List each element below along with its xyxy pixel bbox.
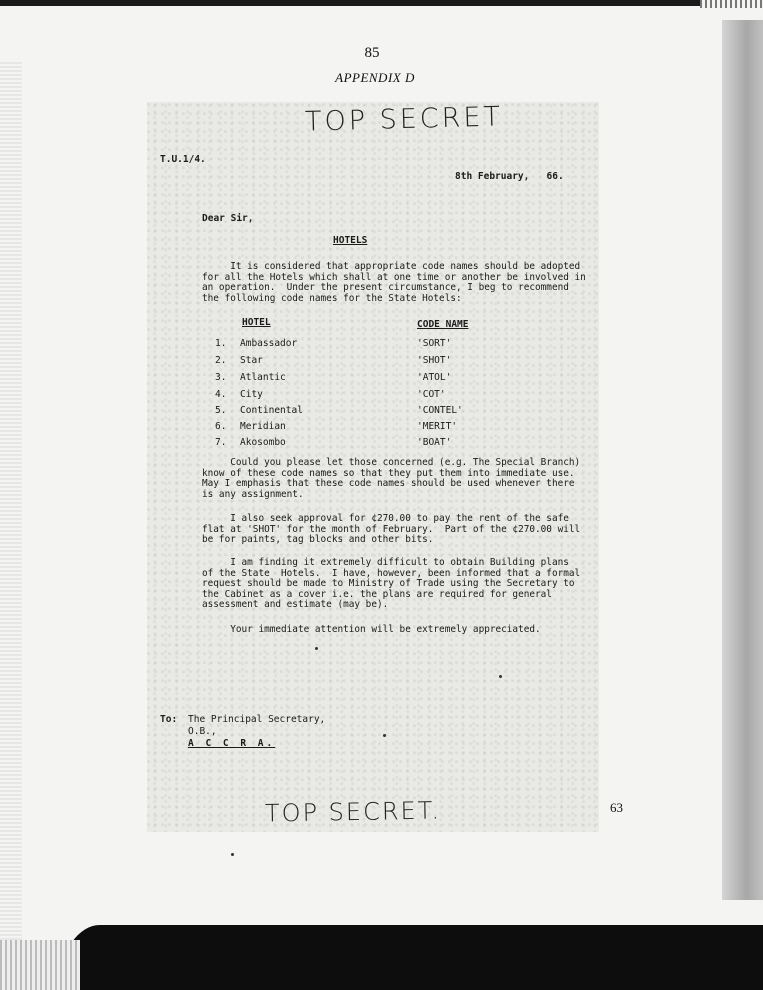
subject-heading: HOTELS <box>333 235 368 246</box>
hotel-name: City <box>240 389 263 400</box>
row-number: 3. <box>215 372 227 383</box>
letter-date: 8th February, 66. <box>455 171 564 182</box>
paragraph-closing <box>202 625 592 636</box>
paragraph-line: of the State Hotels. I have, however, been informed that a formal <box>202 567 581 579</box>
paragraph-line: an operation. Under the present circumstance, I beg to recommend <box>202 282 569 293</box>
paragraph-line: is any assignment. <box>202 488 304 500</box>
paragraph-notify <box>202 458 592 500</box>
paragraph-line: May I emphasis that these code names should be used whenever there <box>202 478 575 489</box>
row-number: 6. <box>215 421 227 432</box>
paragraph-line: I also seek approval for ¢270.00 to pay the rent of the safe <box>202 513 569 524</box>
addressee-to-label: To: <box>160 714 178 725</box>
paragraph-line: request should be made to Ministry of Trade using the Secretary to <box>202 578 575 589</box>
hotel-name: Meridian <box>240 421 286 432</box>
hotel-name: Akosombo <box>240 437 286 448</box>
hotel-name: Atlantic <box>240 372 286 383</box>
scan-edge-bottom <box>60 925 763 990</box>
top-secret-stamp-top: TOP SECRET <box>304 101 504 138</box>
salutation: Dear Sir, <box>202 213 254 224</box>
paragraph-line: I am finding it extremely difficult to obtain Building plans <box>202 557 569 568</box>
paragraph-rent-approval <box>202 514 592 546</box>
table-row <box>215 421 545 435</box>
paragraph-line: Could you please let those concerned (e.g. The Special Branch) <box>202 457 581 468</box>
top-secret-stamp-bottom: TOP SECRET. <box>264 796 442 828</box>
row-number: 7. <box>215 437 227 448</box>
paragraph-line: know of these code names so that they put them into immediate use. <box>202 467 575 479</box>
reference-number: T.U.1/4. <box>160 154 206 165</box>
paragraph-intro <box>202 262 592 304</box>
book-page-number: 85 <box>364 45 380 61</box>
row-number: 2. <box>215 355 227 366</box>
paragraph-line: It is considered that appropriate code names should be adopted <box>202 261 581 272</box>
paragraph-line: assessment and estimate (may be). <box>202 599 389 610</box>
table-row <box>215 389 545 403</box>
paragraph-building-plans <box>202 558 592 611</box>
paragraph-line: for all the Hotels which shall at one time or another be involved in <box>202 271 586 283</box>
code-name: 'COT' <box>417 389 446 400</box>
code-name: 'BOAT' <box>417 437 452 448</box>
table-row <box>215 338 545 352</box>
code-name: 'CONTEL' <box>417 405 463 416</box>
code-name: 'SHOT' <box>417 355 452 366</box>
hotel-name: Ambassador <box>240 338 298 349</box>
addressee-line-2: O.B., <box>188 726 217 737</box>
paragraph-line: the following code names for the State Hotels: <box>202 292 462 304</box>
paragraph-line: the Cabinet as a cover i.e. the plans are required for general <box>202 588 552 600</box>
paragraph-line: flat at 'SHOT' for the month of February. Part of the ¢270.00 will <box>202 523 581 535</box>
scan-edge-top-right <box>700 0 763 8</box>
book-footer-page-number: 63 <box>610 800 623 815</box>
scan-edge-right <box>722 20 763 900</box>
row-number: 4. <box>215 389 227 400</box>
paragraph-line: Your immediate attention will be extremely appreciated. <box>202 624 541 635</box>
table-header-code-name: CODE NAME <box>417 319 469 330</box>
scan-edge-bottom-left <box>0 940 80 990</box>
code-name: 'MERIT' <box>417 421 458 432</box>
table-row <box>215 405 545 419</box>
code-name: 'ATOL' <box>417 372 452 383</box>
scan-speck <box>231 853 234 856</box>
copy-speck <box>315 647 318 650</box>
row-number: 5. <box>215 405 227 416</box>
copy-speck <box>499 675 502 678</box>
table-header-hotel: HOTEL <box>242 317 271 328</box>
addressee-lines <box>188 714 325 750</box>
table-row <box>215 372 545 386</box>
paragraph-line: be for paints, tag blocks and other bits. <box>202 534 434 545</box>
row-number: 1. <box>215 338 227 349</box>
appendix-label: APPENDIX D <box>335 70 415 85</box>
letter-photocopy <box>147 102 599 832</box>
code-name: 'SORT' <box>417 338 452 349</box>
addressee-line-3: A C C R A. <box>188 738 276 749</box>
copy-speck <box>383 734 386 737</box>
hotel-name: Star <box>240 355 263 366</box>
scan-edge-left <box>0 60 22 940</box>
scan-edge-top <box>0 0 763 14</box>
table-row <box>215 437 545 451</box>
addressee-line-1: The Principal Secretary, <box>188 714 326 725</box>
table-row <box>215 355 545 369</box>
hotel-name: Continental <box>240 405 303 416</box>
